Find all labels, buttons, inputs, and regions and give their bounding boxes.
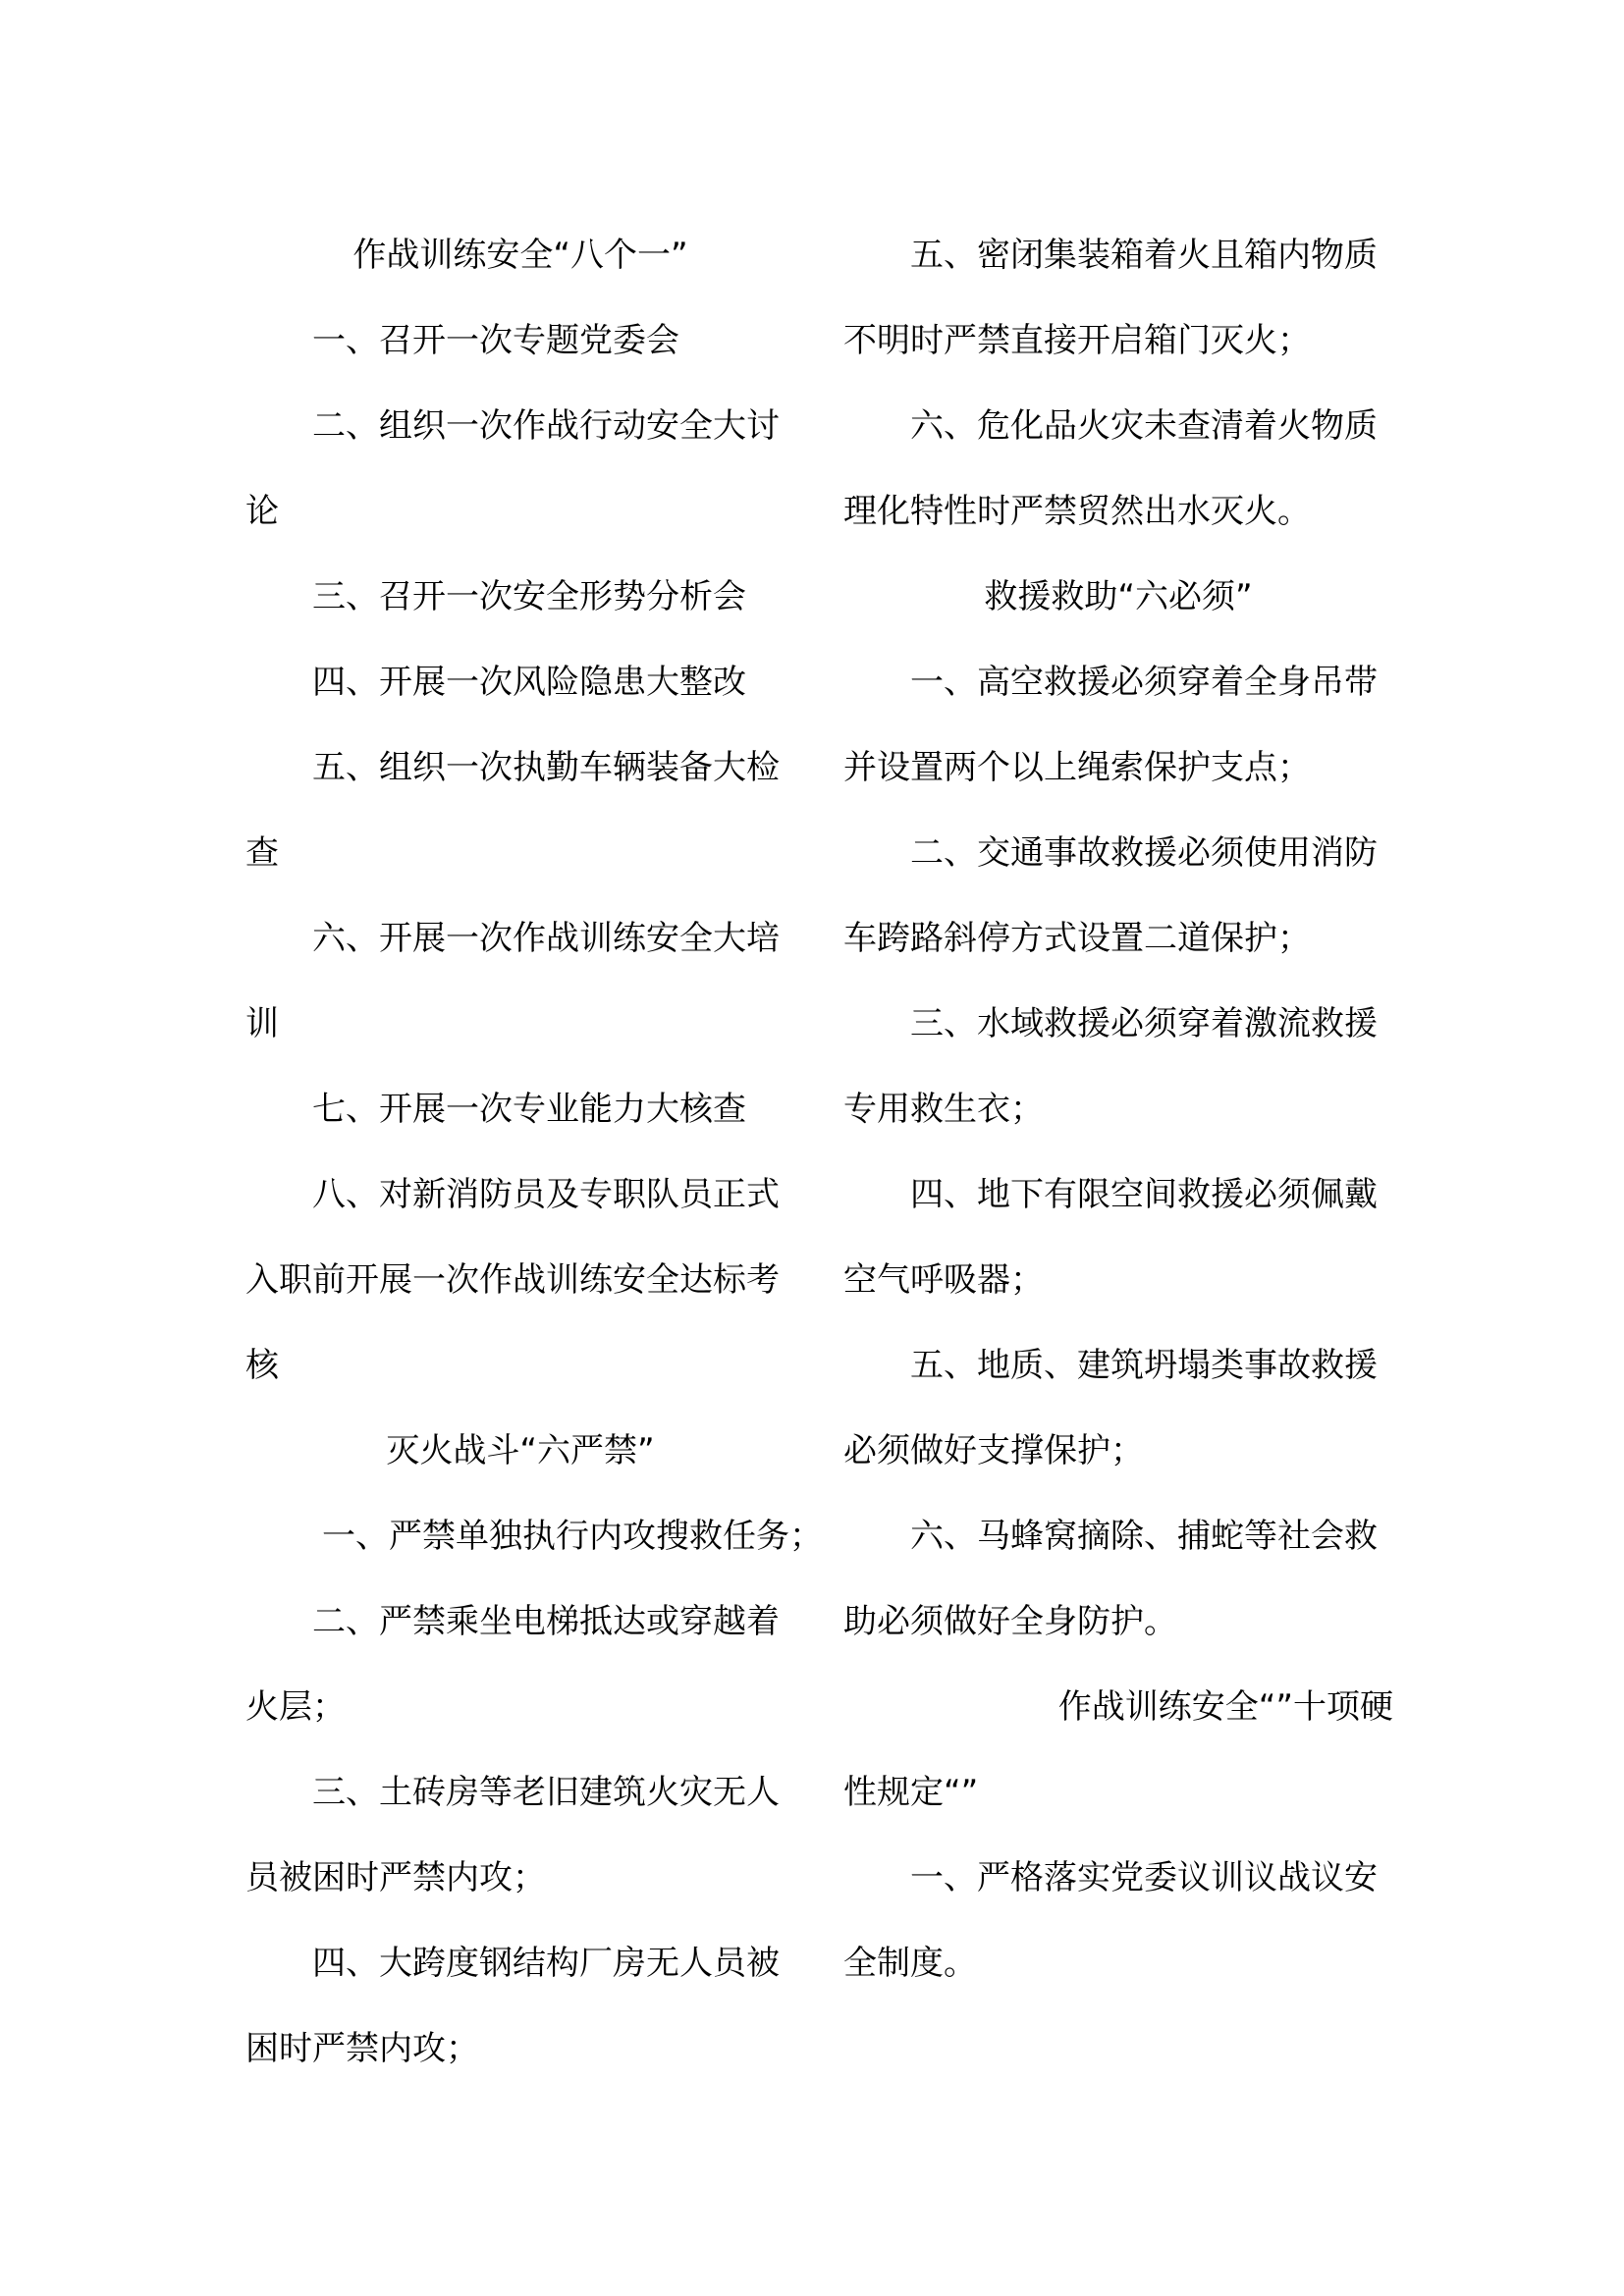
right-text-line: 必须做好支撑保护； [843,1431,1144,1470]
left-text-line: 五、组织一次执勤车辆装备大检 [312,748,780,787]
left-text-line: 七、开展一次专业能力大核查 [312,1090,746,1129]
right-text-line: 一、严格落实党委议训议战议安 [910,1858,1378,1897]
left-text-line: 二、组织一次作战行动安全大讨 [312,406,780,446]
right-text-line: 理化特性时严禁贸然出水灭火。 [843,492,1311,531]
left-text-line: 训 [245,1004,279,1043]
left-section-heading: 灭火战斗“六严禁” [386,1431,655,1470]
left-text-line: 八、对新消防员及专职队员正式 [312,1175,780,1214]
right-text-line: 助必须做好全身防护。 [843,1602,1177,1641]
left-text-line: 核 [245,1346,279,1385]
right-text-line: 不明时严禁直接开启箱门灭火； [843,321,1311,360]
left-column [245,226,823,2105]
right-text-line: 并设置两个以上绳索保护支点； [843,748,1311,787]
right-text-line: 三、水域救援必须穿着激流救援 [910,1004,1378,1043]
left-text-line: 四、开展一次风险隐患大整改 [312,663,746,702]
right-text-line: 六、危化品火灾未查清着火物质 [910,406,1378,446]
right-text-line: 空气呼吸器； [843,1260,1044,1300]
left-text-line: 一、召开一次专题党委会 [312,321,679,360]
left-text-line: 火层； [245,1687,346,1727]
left-text-line: 困时严禁内攻； [245,2029,479,2068]
left-text-line: 二、严禁乘坐电梯抵达或穿越着 [312,1602,780,1641]
left-text-line: 三、召开一次安全形势分析会 [312,577,746,616]
right-text-line: 二、交通事故救援必须使用消防 [910,833,1378,873]
right-text-line: 五、地质、建筑坍塌类事故救援 [910,1346,1378,1385]
left-text-line: 一、严禁单独执行内攻搜救任务； [322,1517,823,1556]
left-text-line: 入职前开展一次作战训练安全达标考 [245,1260,780,1300]
right-text-line: 性规定“” [843,1773,979,1812]
left-text-line: 六、开展一次作战训练安全大培 [312,919,780,958]
left-text-line: 查 [245,833,279,873]
right-text-line: 全制度。 [843,1944,977,1983]
left-section-heading: 作战训练安全“八个一” [352,236,688,275]
right-column [843,226,1393,2019]
right-text-line: 五、密闭集装箱着火且箱内物质 [910,236,1378,275]
right-text-line: 四、地下有限空间救援必须佩戴 [910,1175,1378,1214]
right-text-line: 专用救生衣； [843,1090,1044,1129]
right-text-line: 一、高空救援必须穿着全身吊带 [910,663,1378,702]
right-section-heading: 救援救助“六必须” [984,577,1253,616]
right-text-line: 车跨路斜停方式设置二道保护； [843,919,1311,958]
right-section-heading: 作战训练安全“”十项硬 [1057,1687,1393,1727]
left-text-line: 员被困时严禁内攻； [245,1858,546,1897]
left-text-line: 三、土砖房等老旧建筑火灾无人 [312,1773,780,1812]
left-text-line: 四、大跨度钢结构厂房无人员被 [312,1944,780,1983]
left-text-line: 论 [245,492,279,531]
right-text-line: 六、马蜂窝摘除、捕蛇等社会救 [910,1517,1378,1556]
